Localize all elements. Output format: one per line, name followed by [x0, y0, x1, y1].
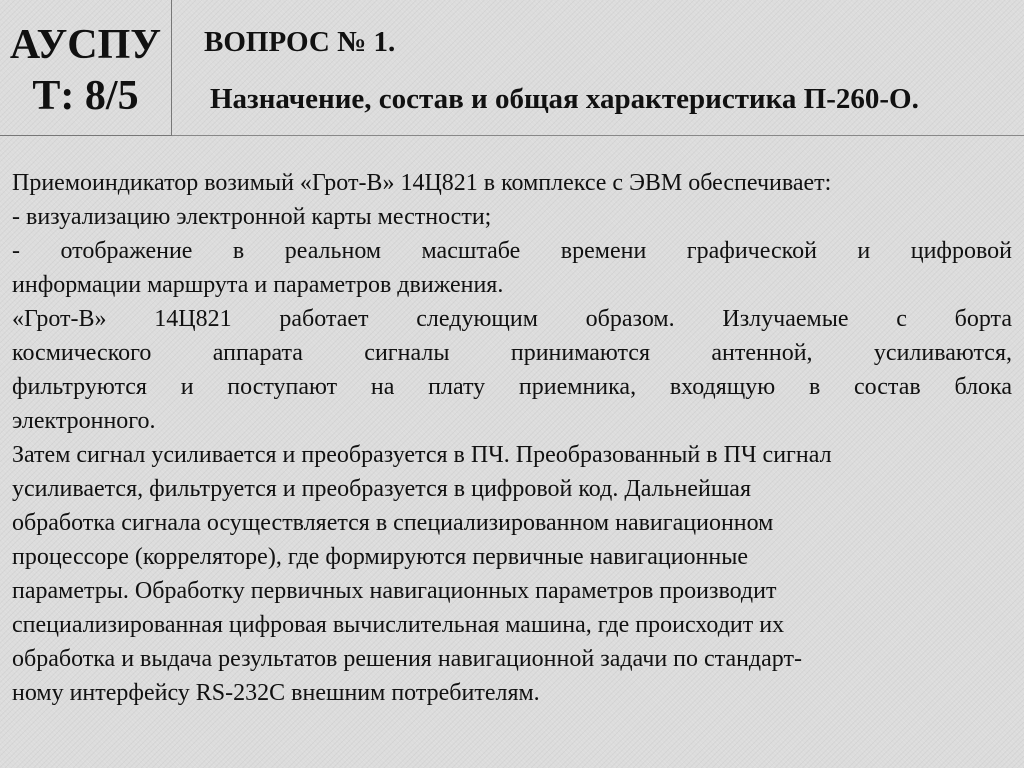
text-line: фильтруются и поступают на плату приемника, входящую в состав блока — [12, 374, 1012, 400]
header-code: АУСПУ — [9, 22, 162, 68]
text-line: обработка и выдача результатов решения навигационной задачи по стандарт- — [12, 646, 802, 672]
text-line: электронного. — [12, 408, 156, 434]
text-line: Приемоиндикатор возимый «Грот-В» 14Ц821 в комплексе с ЭВМ обеспечивает: — [12, 170, 832, 196]
header-code-box — [0, 0, 172, 136]
text-line: усиливается, фильтруется и преобразуется в цифровой код. Дальнейшая — [12, 476, 751, 502]
text-line: параметры. Обработку первичных навигационных параметров производит — [12, 578, 777, 604]
question-title: Назначение, состав и общая характеристика П-260-О. — [210, 83, 919, 115]
text-line: космического аппарата сигналы принимаются антенной, усиливаются, — [12, 340, 1012, 366]
text-line: «Грот-В» 14Ц821 работает следующим образом. Излучаемые с борта — [12, 306, 1012, 332]
question-number: ВОПРОС № 1. — [204, 26, 396, 58]
text-line: ному интерфейсу RS-232C внешним потребителям. — [12, 680, 540, 706]
text-line: - визуализацию электронной карты местности; — [12, 204, 492, 230]
text-line: процессоре (корреляторе), где формируются первичные навигационные — [12, 544, 748, 570]
header-divider — [172, 135, 1024, 136]
body-text — [12, 166, 1012, 710]
text-line: - отображение в реальном масштабе времени графической и цифровой — [12, 238, 1012, 264]
text-line: информации маршрута и параметров движения. — [12, 272, 504, 298]
text-line: специализированная цифровая вычислительная машина, где происходит их — [12, 612, 785, 638]
header-topic: Т: 8/5 — [32, 73, 139, 119]
text-line: обработка сигнала осуществляется в специализированном навигационном — [12, 510, 774, 536]
text-line: Затем сигнал усиливается и преобразуется в ПЧ. Преобразованный в ПЧ сигнал — [12, 442, 832, 468]
